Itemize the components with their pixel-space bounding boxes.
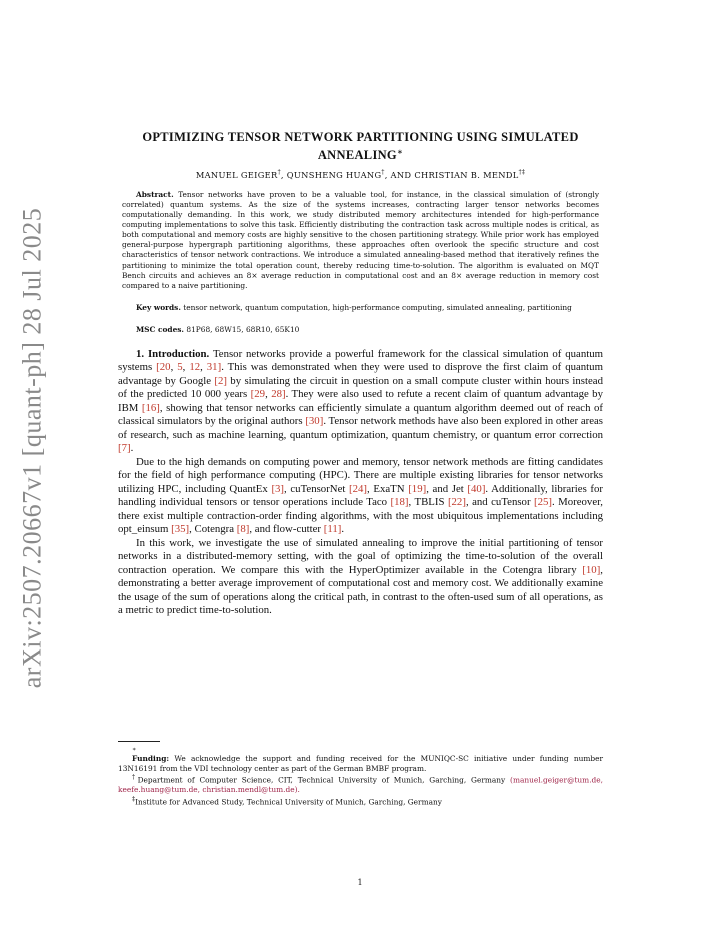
paragraph-text: . Moreover, there exist multiple contraction-order finding algorithms, with the most ubiquitous implementations including opt_einsum xyxy=(118,496,603,536)
citation-link[interactable]: [8] xyxy=(236,523,250,536)
citation-link[interactable]: [10] xyxy=(582,563,601,576)
paragraph-text: , showing that tensor networks can efficiently simulate a quantum algorithm deemed out of reach of classical simulators by the original authors xyxy=(118,401,603,428)
citation-link[interactable]: [40] xyxy=(467,482,486,495)
keywords-text: tensor network, quantum computation, high-performance computing, simulated annealing, partitioning xyxy=(183,302,572,312)
keywords-label: Key words. xyxy=(136,302,181,312)
footnote-star-mark: ∗ xyxy=(132,746,137,753)
citation-link[interactable]: 12 xyxy=(189,361,201,374)
citation-link[interactable]: [7] xyxy=(118,442,131,455)
citation-link[interactable]: [24] xyxy=(349,482,368,495)
keywords xyxy=(122,303,599,313)
citation-link[interactable]: [11] xyxy=(323,523,342,536)
paper-title-text: OPTIMIZING TENSOR NETWORK PARTITIONING USING SIMULATED ANNEALING xyxy=(142,130,579,163)
footnote-rule xyxy=(118,741,160,742)
paragraph-text: , xyxy=(170,361,178,374)
paragraph-text: . This was demonstrated when they were used to disprove the first claim of quantum advantage by Google xyxy=(118,361,603,387)
funding-label: Funding: xyxy=(132,754,170,764)
ias-text: Institute for Advanced Study, Technical University of Munich, Garching, Germany xyxy=(135,796,442,806)
author-affiliation-mark: † xyxy=(277,169,281,177)
paper-title xyxy=(118,130,603,163)
author-affiliation-mark: †‡ xyxy=(518,169,526,177)
paragraph-text: . They were also used to refute a recent claim of quantum advantage by IBM xyxy=(118,388,603,414)
citation-link[interactable]: [16] xyxy=(141,401,160,414)
paragraph-text: , xyxy=(182,361,190,374)
dagger-mark: † xyxy=(132,774,138,782)
author-separator: , xyxy=(280,169,287,180)
paragraph-text: . Additionally, libraries for handling individual tensors or tensor operations include Taco xyxy=(118,482,603,509)
citation-link[interactable]: [18] xyxy=(390,496,409,509)
abstract-label: Abstract. xyxy=(136,189,174,199)
paper-page xyxy=(118,130,603,618)
intro-paragraph xyxy=(118,456,603,537)
abstract-text: Tensor networks have proven to be a valuable tool, for instance, in the classical simulation of (strongly correlated) quantum systems. As the size of the systems increases, contracting larger tensor networks becomes computationally demanding. In this work, we study distributed memory architectures intended for high-performance computing implementations to solve this task. Efficiently distributing the contraction task across multiple nodes is critical, as both computational and memory costs are highly sensitive to the chosen partitioning strategy. While prior work has employed general-purpose hypergraph partitioning algorithms, these approaches often overlook the specific structure and cost characteristics of tensor network contractions. We introduce a simulated annealing-based method that iteratively refines the partitioning to minimize the total operation count, thereby reducing time-to-solution. The algorithm is evaluated on MQT Bench circuits and achieves an 8× average reduction in computational cost and an 8× average reduction in memory cost compared to a naive partitioning. xyxy=(122,189,599,290)
paragraph-text: Tensor networks provide a powerful framework for the classical simulation of quantum systems xyxy=(118,347,604,374)
intro-paragraph xyxy=(118,348,603,456)
paragraph-text: by simulating the circuit in question on a small compute cluster within hours instead of the predicted 10 000 years xyxy=(118,374,603,401)
citation-link[interactable]: [35] xyxy=(171,523,190,536)
paragraph-text: Due to the high demands on computing power and memory, tensor network methods are fitting candidates for the field of high performance computing (HPC). There are multiple existing libraries for tensor networks utilizing HPC, including QuantEx xyxy=(118,455,603,495)
author-name: MANUEL GEIGER xyxy=(195,169,278,180)
author-name: CHRISTIAN B. MENDL xyxy=(414,169,519,180)
citation-link[interactable]: [20 xyxy=(156,361,171,374)
citation-link[interactable]: [30] xyxy=(305,415,324,428)
paragraph-text: , cuTensorNet xyxy=(284,482,350,495)
arxiv-identifier: arXiv:2507.20667v1 [quant-ph] 28 Jul 2025 xyxy=(17,207,47,689)
author-name: QUNSHENG HUANG xyxy=(286,169,382,180)
paragraph-text: . Tensor network methods have also been explored in other areas of research, such as machine learning, quantum optimization, quantum chemistry, or quantum error correction xyxy=(118,415,604,441)
title-footnote-mark: ∗ xyxy=(396,148,404,156)
ias-footnote xyxy=(118,795,603,807)
affiliation-text: Department of Computer Science, CIT, Technical University of Munich, Garching, Germany xyxy=(137,775,506,785)
citation-link[interactable]: 31] xyxy=(206,361,222,374)
author-emails[interactable]: manuel.geiger@tum.de, keefe.huang@tum.de, christian.mendl@tum.de xyxy=(118,775,603,795)
msc-text: 81P68, 68W15, 68R10, 65K10 xyxy=(186,324,300,334)
citation-link[interactable]: [29 xyxy=(250,388,266,401)
funding-text: We acknowledge the support and funding received for the MUNIQC-SC initiative under funding number 13N16191 from the VDI technology center as part of the German BMBF program. xyxy=(118,754,603,773)
author-separator: , AND xyxy=(384,169,415,180)
paragraph-text: , xyxy=(265,388,272,401)
introduction-section xyxy=(118,348,603,618)
paragraph-text: , ExaTN xyxy=(367,482,409,495)
author-affiliation-mark: † xyxy=(381,169,385,177)
msc-codes xyxy=(122,325,599,334)
msc-label: MSC codes. xyxy=(136,324,185,334)
paragraph-text: , TBLIS xyxy=(408,496,448,509)
paragraph-text: In this work, we investigate the use of simulated annealing to improve the initial partitioning of tensor networks in a distributed-memory setting, with the goal of optimizing the time-to-solution of the overall contraction operation. We compare this with the HyperOptimizer available in the Cotengra library xyxy=(118,536,603,576)
author-list xyxy=(118,169,603,180)
ddagger-mark: ‡ xyxy=(132,795,136,803)
citation-link[interactable]: [19] xyxy=(408,482,427,495)
funding-footnote xyxy=(118,754,603,773)
citation-link[interactable]: [2] xyxy=(214,374,227,387)
citation-link[interactable]: [22] xyxy=(447,496,466,509)
citation-link[interactable]: 28] xyxy=(271,388,286,401)
paragraph-text: , and flow-cutter xyxy=(249,523,324,536)
citation-link[interactable]: [3] xyxy=(271,482,285,495)
affiliation-footnote: †Department of Computer Science, CIT, Technical University of Munich, Garching, Germany (manuel.geiger@tum.de, keefe.huang@tum.de, christian.mendl@tum.de). xyxy=(118,774,603,795)
paragraph-text: . xyxy=(341,523,345,536)
intro-paragraph xyxy=(118,537,603,618)
paragraph-text: . xyxy=(130,442,134,455)
section-heading: 1. Introduction. xyxy=(136,347,210,360)
page-number: 1 xyxy=(357,878,363,887)
paragraph-text: , demonstrating a better average improvement of computational cost and memory cost. We additionally examine the usage of the sum of operations along the critical path, in contrast to the often-used sum of all operations, as a metric to predict time-to-solution. xyxy=(118,563,603,617)
abstract xyxy=(122,190,599,291)
paragraph-text: , xyxy=(200,361,207,374)
citation-link[interactable]: 5 xyxy=(177,361,183,374)
arxiv-stamp xyxy=(12,207,52,689)
paragraph-text: , Cotengra xyxy=(189,523,237,536)
footnotes xyxy=(118,741,603,806)
citation-link[interactable]: [25] xyxy=(534,496,552,509)
paragraph-text: , and cuTensor xyxy=(465,496,534,509)
paragraph-text: , and Jet xyxy=(426,482,468,495)
